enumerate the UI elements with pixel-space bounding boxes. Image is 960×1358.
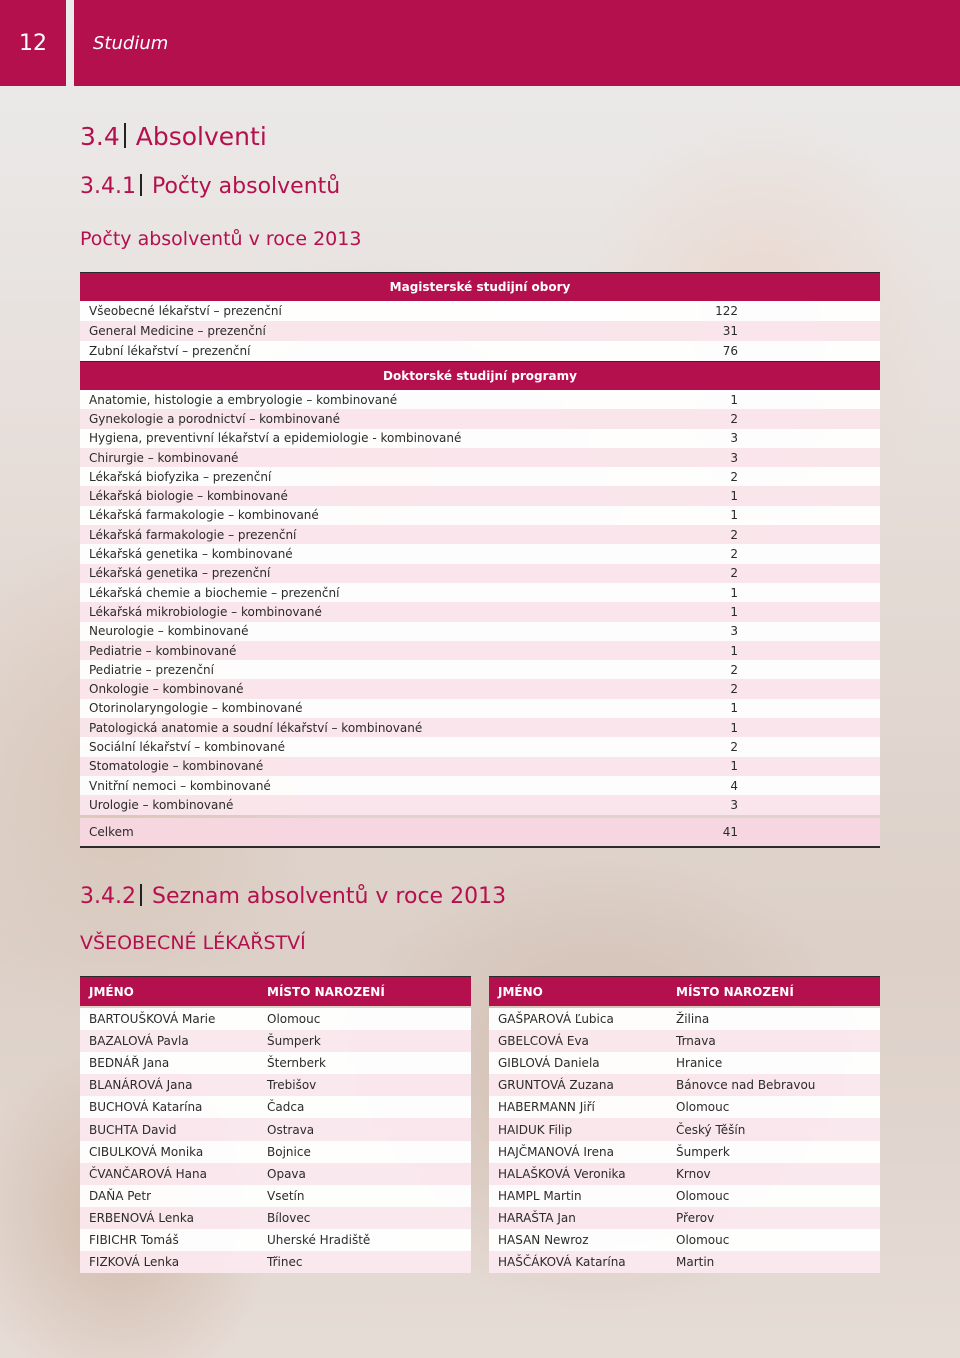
- table-row: [80, 583, 880, 602]
- table-row: [489, 1185, 880, 1207]
- birth-place: Olomouc: [676, 1100, 730, 1115]
- graduate-count: 2: [730, 527, 738, 542]
- heading-number: 3.4.1: [80, 174, 136, 199]
- table-row: [80, 1096, 471, 1118]
- graduate-name: GAŠPAROVÁ Ľubica: [498, 1012, 614, 1027]
- graduate-count: 1: [730, 489, 738, 504]
- birth-place: Trebišov: [267, 1078, 317, 1093]
- subheading-vseobecne-lekarstvi: VŠEOBECNÉ LÉKAŘSTVÍ: [80, 932, 306, 954]
- program-name: Sociální lékařství – kombinované: [89, 739, 285, 754]
- graduate-count: 1: [730, 585, 738, 600]
- graduate-name: FIBICHR Tomáš: [89, 1232, 179, 1247]
- graduate-name: CIBULKOVÁ Monika: [89, 1144, 204, 1159]
- birth-place: Hranice: [676, 1056, 723, 1071]
- col-header-place: MÍSTO NAROZENÍ: [267, 984, 385, 999]
- birth-place: Martin: [676, 1255, 715, 1270]
- birth-place: Opava: [267, 1166, 306, 1181]
- graduate-count: 1: [730, 720, 738, 735]
- graduate-count: 3: [730, 450, 738, 465]
- col-header-place: MÍSTO NAROZENÍ: [676, 984, 794, 999]
- heading-pocty: [80, 174, 340, 199]
- program-name: Lékařská farmakologie – prezenční: [89, 527, 297, 542]
- table-row: [80, 1141, 471, 1163]
- program-name: Anatomie, histologie a embryologie – kombinované: [89, 392, 398, 407]
- table-row: [80, 1163, 471, 1185]
- graduate-count: 31: [722, 324, 738, 338]
- page-number: 12: [0, 0, 66, 86]
- heading-seznam: [80, 884, 506, 909]
- graduate-name: GBELCOVÁ Eva: [498, 1034, 589, 1049]
- table-row: [80, 1185, 471, 1207]
- program-name: Hygiena, preventivní lékařství a epidemiologie - kombinované: [89, 431, 462, 446]
- heading-absolventi: [80, 122, 267, 151]
- table-row: [489, 1052, 880, 1074]
- table-row: [80, 602, 880, 621]
- graduate-name: HARAŠTA Jan: [498, 1210, 576, 1225]
- total-label: Celkem: [89, 824, 134, 839]
- graduate-name: HABERMANN Jiří: [498, 1100, 595, 1115]
- birth-place: Ostrava: [267, 1122, 315, 1137]
- table-row: [80, 699, 880, 718]
- section-title: [74, 0, 960, 86]
- table-row: [80, 679, 880, 698]
- birth-place: Třinec: [267, 1255, 303, 1270]
- graduate-name: HAMPL Martin: [498, 1188, 582, 1203]
- table-row: [80, 660, 880, 679]
- program-name: Patologická anatomie a soudní lékařství – kombinované: [89, 720, 423, 735]
- graduate-name: ERBENOVÁ Lenka: [89, 1210, 194, 1225]
- table-row: [80, 467, 880, 486]
- graduate-count: 122: [715, 304, 738, 318]
- program-name: Gynekologie a porodnictví – kombinované: [89, 411, 341, 426]
- program-name: Vnitřní nemoci – kombinované: [89, 778, 271, 793]
- heading-text: Počty absolventů: [151, 174, 341, 199]
- table-row: [489, 1096, 880, 1118]
- table-row: [80, 506, 880, 525]
- graduate-count: 2: [730, 566, 738, 581]
- section-title-text: Studium: [93, 32, 169, 54]
- graduate-name: ČVANČAROVÁ Hana: [89, 1166, 207, 1181]
- graduate-count: 2: [730, 739, 738, 754]
- graduate-count: 2: [730, 682, 738, 697]
- graduate-count: 1: [730, 604, 738, 619]
- table-row: [80, 1229, 471, 1251]
- heading-divider: [124, 123, 126, 148]
- program-name: Zubní lékařství – prezenční: [89, 344, 251, 358]
- table-row: [80, 525, 880, 544]
- table-row: [489, 1074, 880, 1096]
- program-name: Neurologie – kombinované: [89, 624, 249, 639]
- table-row: [80, 795, 880, 814]
- birth-place: Krnov: [676, 1166, 711, 1181]
- birth-place: Český Těšín: [676, 1122, 746, 1137]
- heading-text: Absolventi: [135, 122, 267, 151]
- program-name: Lékařská chemie a biochemie – prezenční: [89, 585, 340, 600]
- heading-divider: [140, 174, 142, 196]
- program-name: Urologie – kombinované: [89, 797, 234, 812]
- graduate-count: 1: [730, 508, 738, 523]
- heading-number: 3.4: [80, 122, 120, 151]
- group-magisterske-rows: [80, 301, 880, 361]
- graduates-rows-left: [80, 1008, 471, 1273]
- graduate-name: BARTOUŠKOVÁ Marie: [89, 1012, 216, 1027]
- table-header: [489, 976, 880, 1006]
- table-row: [80, 1074, 471, 1096]
- table-row: [80, 757, 880, 776]
- graduate-name: HAŠČÁKOVÁ Katarína: [498, 1255, 626, 1270]
- graduates-table-left: [80, 976, 471, 1273]
- program-name: Stomatologie – kombinované: [89, 759, 264, 774]
- heading-number: 3.4.2: [80, 884, 136, 909]
- table-header: [80, 976, 471, 1006]
- graduate-count: 2: [730, 469, 738, 484]
- table-row: [80, 1008, 471, 1030]
- col-header-name: JMÉNO: [89, 984, 134, 999]
- table-row: [80, 1251, 471, 1273]
- table-row: [489, 1207, 880, 1229]
- table-row: [489, 1030, 880, 1052]
- group-doktorske-rows: [80, 390, 880, 815]
- program-name: Onkologie – kombinované: [89, 682, 244, 697]
- table-row: [80, 718, 880, 737]
- birth-place: Žilina: [676, 1012, 710, 1027]
- graduate-count: 1: [730, 759, 738, 774]
- graduate-name: HAIDUK Filip: [498, 1122, 573, 1137]
- birth-place: Trnava: [676, 1034, 716, 1049]
- total-row: [80, 818, 880, 848]
- graduate-name: HASAN Newroz: [498, 1232, 589, 1247]
- table-row: [80, 429, 880, 448]
- table-row: [489, 1251, 880, 1273]
- program-name: Všeobecné lékařství – prezenční: [89, 304, 282, 318]
- birth-place: Bánovce nad Bebravou: [676, 1078, 816, 1093]
- table-row: [80, 737, 880, 756]
- counts-table: [80, 272, 880, 848]
- graduates-table-right: [489, 976, 880, 1273]
- program-name: Lékařská biofyzika – prezenční: [89, 469, 272, 484]
- program-name: Lékařská genetika – prezenční: [89, 566, 271, 581]
- program-name: Lékařská farmakologie – kombinované: [89, 508, 319, 523]
- birth-place: Bojnice: [267, 1144, 311, 1159]
- subheading-counts-2013: Počty absolventů v roce 2013: [80, 228, 362, 250]
- birth-place: Čadca: [267, 1100, 305, 1115]
- table-row: [489, 1163, 880, 1185]
- group-header-magisterske: Magisterské studijní obory: [80, 272, 880, 301]
- table-row: [80, 1030, 471, 1052]
- table-row: [80, 409, 880, 428]
- graduate-name: DAŇA Petr: [89, 1188, 152, 1203]
- graduate-name: BUCHOVÁ Katarína: [89, 1100, 203, 1115]
- program-name: Lékařská mikrobiologie – kombinované: [89, 604, 322, 619]
- table-row: [489, 1008, 880, 1030]
- graduate-count: 4: [730, 778, 738, 793]
- program-name: General Medicine – prezenční: [89, 324, 266, 338]
- graduate-count: 3: [730, 797, 738, 812]
- table-row: [489, 1118, 880, 1140]
- graduate-count: 2: [730, 411, 738, 426]
- graduate-name: BLANÁROVÁ Jana: [89, 1078, 193, 1093]
- table-row: [80, 1207, 471, 1229]
- graduate-count: 3: [730, 431, 738, 446]
- graduate-name: GRUNTOVÁ Zuzana: [498, 1078, 614, 1093]
- table-row: [80, 341, 880, 361]
- table-row: [80, 390, 880, 409]
- graduate-count: 2: [730, 547, 738, 562]
- program-name: Lékařská biologie – kombinované: [89, 489, 288, 504]
- table-row: [80, 301, 880, 321]
- table-row: [80, 641, 880, 660]
- program-name: Chirurgie – kombinované: [89, 450, 239, 465]
- table-row: [80, 1052, 471, 1074]
- table-row: [489, 1141, 880, 1163]
- heading-divider: [140, 884, 142, 906]
- graduate-name: HALAŠKOVÁ Veronika: [498, 1166, 626, 1181]
- birth-place: Uherské Hradiště: [267, 1232, 371, 1247]
- group-header-doktorske: Doktorské studijní programy: [80, 361, 880, 390]
- table-row: [80, 486, 880, 505]
- table-row: [80, 564, 880, 583]
- birth-place: Vsetín: [267, 1188, 305, 1203]
- table-row: [489, 1229, 880, 1251]
- heading-text: Seznam absolventů v roce 2013: [151, 884, 507, 909]
- graduate-count: 1: [730, 643, 738, 658]
- birth-place: Bílovec: [267, 1210, 311, 1225]
- graduate-name: HAJČMANOVÁ Irena: [498, 1144, 614, 1159]
- graduate-name: BAZALOVÁ Pavla: [89, 1034, 189, 1049]
- table-row: [80, 448, 880, 467]
- graduate-name: BUCHTA David: [89, 1122, 177, 1137]
- program-name: Pediatrie – prezenční: [89, 662, 214, 677]
- col-header-name: JMÉNO: [498, 984, 543, 999]
- graduate-name: BEDNÁŘ Jana: [89, 1056, 170, 1071]
- table-row: [80, 321, 880, 341]
- birth-place: Šumperk: [676, 1144, 730, 1159]
- program-name: Lékařská genetika – kombinované: [89, 547, 293, 562]
- graduate-count: 76: [722, 344, 738, 358]
- birth-place: Olomouc: [676, 1188, 730, 1203]
- graduate-name: FIZKOVÁ Lenka: [89, 1255, 180, 1270]
- table-row: [80, 622, 880, 641]
- graduate-count: 2: [730, 662, 738, 677]
- graduates-rows-right: [489, 1008, 880, 1273]
- total-value: 41: [722, 824, 738, 839]
- graduate-count: 1: [730, 701, 738, 716]
- program-name: Otorinolaryngologie – kombinované: [89, 701, 303, 716]
- table-row: [80, 776, 880, 795]
- graduate-count: 1: [730, 392, 738, 407]
- birth-place: Šumperk: [267, 1034, 321, 1049]
- table-row: [80, 1118, 471, 1140]
- birth-place: Olomouc: [676, 1232, 730, 1247]
- graduate-name: GIBLOVÁ Daniela: [498, 1056, 600, 1071]
- program-name: Pediatrie – kombinované: [89, 643, 237, 658]
- birth-place: Olomouc: [267, 1012, 321, 1027]
- birth-place: Přerov: [676, 1210, 715, 1225]
- table-row: [80, 544, 880, 563]
- birth-place: Šternberk: [267, 1056, 326, 1071]
- graduate-count: 3: [730, 624, 738, 639]
